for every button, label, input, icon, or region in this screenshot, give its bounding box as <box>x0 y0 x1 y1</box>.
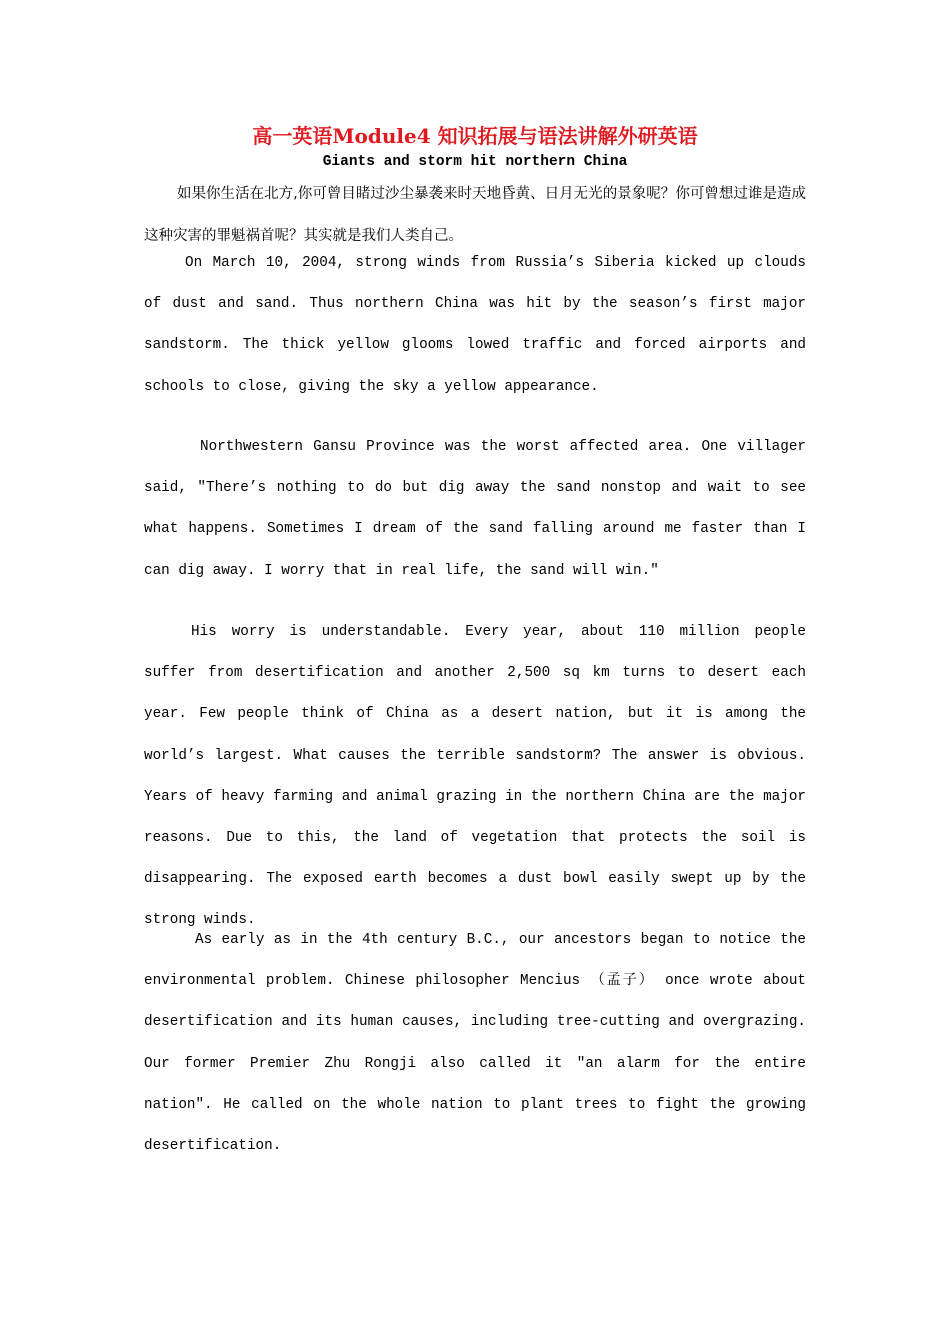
chinese-intro-paragraph: 如果你生活在北方,你可曾目睹过沙尘暴袭来时天地昏黄、日月无光的景象呢？你可曾想过谁是造成这种灾害的罪魁祸首呢？其实就是我们人类自己。 <box>144 186 806 244</box>
article-paragraph: On March 10, 2004, strong winds from Russia’s Siberia kicked up clouds of dust and sand. Thus northern China was hit by the season’s first major sandstorm. The thick yellow glooms lowed traffic and forced airports and schools to close, giving the sky a yellow appearance. <box>144 255 806 395</box>
document-title: 高一英语Module4 知识拓展与语法讲解外研英语 <box>252 124 698 148</box>
article-paragraph: His worry is understandable. Every year, about 110 million people suffer from desertification and another 2,500 sq km turns to desert each year. Few people think of China as a desert nation, but it is among the world’s largest. What causes the terrible sandstorm? The answer is obvious. Years of heavy farming and animal grazing in the northern China are the major reasons. Due to this, the land of vegetation that protects the soil is disappearing. The exposed earth becomes a dust bowl easily swept up by the strong winds. <box>144 624 806 929</box>
article-paragraph: Northwestern Gansu Province was the worst affected area. One villager said, "There’s nothing to do but dig away the sand nonstop and wait to see what happens. Sometimes I dream of the sand falling around me faster than I can dig away. I worry that in real life, the sand will win." <box>144 439 806 579</box>
article-paragraph: As early as in the 4th century B.C., our ancestors began to notice the environmental problem. Chinese philosopher Mencius （孟子） once wrote about desertification and its human causes, including tree-cutting and overgrazing. Our former Premier Zhu Rongji also called it "an alarm for the entire nation". He called on the whole nation to plant trees to fight the growing desertification. <box>144 932 806 1155</box>
article-subtitle: Giants and storm hit northern China <box>322 154 628 170</box>
